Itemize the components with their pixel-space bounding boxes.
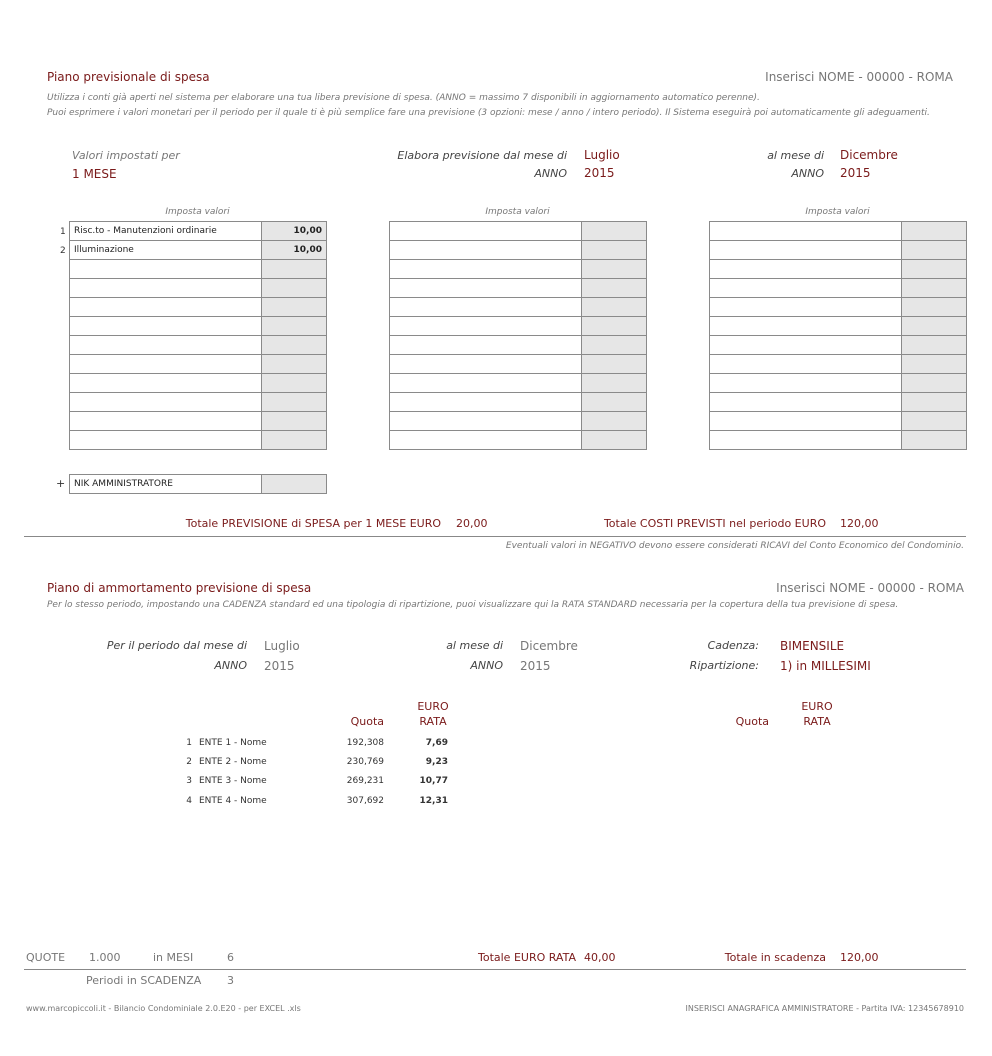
ripartizione-label: Ripartizione: xyxy=(689,659,759,672)
footer-left-note: www.marcopiccoli.it - Bilancio Condominiale 2.0.E20 - per EXCEL .xls xyxy=(26,1004,301,1013)
cost-name-cell[interactable] xyxy=(710,355,902,374)
table-row xyxy=(390,260,647,279)
cost-name-cell[interactable] xyxy=(710,412,902,431)
col-euro-header-right: EURO xyxy=(801,700,833,713)
totale-previsione-value: 20,00 xyxy=(456,517,488,530)
table-row xyxy=(390,298,647,317)
periodo-anno-label: ANNO xyxy=(214,659,247,672)
section1-desc-line1: Utilizza i conti già aperti nel sistema per elaborare una tua libera previsione di spesa. (ANNO = massimo 7 disponibili in aggiornamento automatico perenne). xyxy=(47,93,760,103)
row-number: 1 xyxy=(60,227,66,237)
cost-name-cell[interactable] xyxy=(710,393,902,412)
ripartizione-value[interactable]: 1) in MILLESIMI xyxy=(780,659,871,673)
periodo-label: Per il periodo dal mese di xyxy=(106,639,247,652)
to-anno-label: ANNO xyxy=(791,167,824,180)
cost-name-cell[interactable] xyxy=(390,260,582,279)
table-row xyxy=(70,222,327,241)
ente-quota: 230,769 xyxy=(346,757,384,767)
section1-header-right: Inserisci NOME - 00000 - ROMA xyxy=(765,70,953,84)
periodi-label: Periodi in SCADENZA xyxy=(86,974,202,987)
section2-title: Piano di ammortamento previsione di spesa xyxy=(47,581,312,595)
periodo-al-mese-label: al mese di xyxy=(446,639,503,652)
cost-value-cell[interactable] xyxy=(262,298,327,317)
ente-name: ENTE 2 - Nome xyxy=(199,757,267,767)
cost-value-cell[interactable] xyxy=(582,431,647,450)
cost-name-cell[interactable] xyxy=(70,374,262,393)
ente-quota: 192,308 xyxy=(346,738,384,748)
cost-value-cell[interactable] xyxy=(582,336,647,355)
valori-label: Valori impostati per xyxy=(72,149,180,162)
footer-right-note: INSERISCI ANAGRAFICA AMMINISTRATORE - Partita IVA: 12345678910 xyxy=(685,1004,964,1013)
table-row xyxy=(390,279,647,298)
cost-name-cell[interactable] xyxy=(70,412,262,431)
table-row xyxy=(710,298,967,317)
section2-desc: Per lo stesso periodo, impostando una CADENZA standard ed una tipologia di ripartizione, puoi visualizzare qui la RATA STANDARD necessaria per la copertura della tua previsione di spesa. xyxy=(47,600,899,610)
cost-name-cell[interactable] xyxy=(710,317,902,336)
cost-value-cell[interactable] xyxy=(582,374,647,393)
cost-name-cell[interactable] xyxy=(390,279,582,298)
periodo-from-year: 2015 xyxy=(264,659,295,673)
negativo-note: Eventuali valori in NEGATIVO devono essere considerati RICAVI del Conto Economico del Condominio. xyxy=(505,541,964,551)
ente-number: 1 xyxy=(186,738,192,748)
ente-name: ENTE 3 - Nome xyxy=(199,776,267,786)
cost-name-cell[interactable] xyxy=(70,298,262,317)
table-row xyxy=(710,412,967,431)
table-row xyxy=(70,431,327,450)
table-row xyxy=(710,336,967,355)
table-row xyxy=(390,355,647,374)
from-year[interactable]: 2015 xyxy=(584,166,615,180)
cost-value-cell[interactable] xyxy=(582,355,647,374)
cadenza-value[interactable]: BIMENSILE xyxy=(780,639,845,653)
table-row xyxy=(390,222,647,241)
cost-table-3 xyxy=(709,221,967,450)
to-month[interactable]: Dicembre xyxy=(840,148,898,162)
ente-quota: 307,692 xyxy=(346,796,384,806)
cost-name-cell[interactable] xyxy=(390,412,582,431)
table-row xyxy=(710,241,967,260)
cost-name-cell[interactable] xyxy=(710,336,902,355)
table-row xyxy=(70,279,327,298)
cost-name-cell[interactable] xyxy=(390,374,582,393)
cost-name-cell[interactable] xyxy=(390,355,582,374)
col-rata-header-right: RATA xyxy=(803,715,831,728)
cost-value-cell[interactable] xyxy=(902,374,967,393)
al-mese-label: al mese di xyxy=(767,149,824,162)
periodo-to-month: Dicembre xyxy=(520,639,578,653)
valori-value[interactable]: 1 MESE xyxy=(72,167,117,181)
cost-name-cell[interactable] xyxy=(70,279,262,298)
cost-name-cell[interactable]: Risc.to - Manutenzioni ordinarie xyxy=(70,222,262,241)
totale-rata-label: Totale EURO RATA xyxy=(477,951,576,964)
col-quota-header-right: Quota xyxy=(735,715,769,728)
section2-header-right: Inserisci NOME - 00000 - ROMA xyxy=(776,581,964,595)
cost-name-cell[interactable] xyxy=(70,260,262,279)
cost-name-cell[interactable] xyxy=(710,431,902,450)
cost-value-cell[interactable] xyxy=(902,393,967,412)
table-row xyxy=(710,317,967,336)
cost-value-cell[interactable] xyxy=(582,298,647,317)
table-row xyxy=(710,431,967,450)
cost-value-cell[interactable] xyxy=(262,412,327,431)
ente-rata: 10,77 xyxy=(419,776,448,786)
table-row xyxy=(70,393,327,412)
cost-name-cell[interactable] xyxy=(70,393,262,412)
elabora-label: Elabora previsione dal mese di xyxy=(397,149,567,162)
table-row xyxy=(70,241,327,260)
periodo-to-anno-label: ANNO xyxy=(470,659,503,672)
imposta-label-2: Imposta valori xyxy=(485,207,550,217)
cost-name-cell[interactable] xyxy=(710,241,902,260)
cost-value-cell[interactable] xyxy=(262,279,327,298)
table-row xyxy=(70,374,327,393)
section-divider xyxy=(24,536,966,537)
totale-previsione-label: Totale PREVISIONE di SPESA per 1 MESE EURO xyxy=(185,517,441,530)
cost-table-2 xyxy=(389,221,647,450)
cost-name-cell[interactable] xyxy=(70,317,262,336)
cost-name-cell[interactable] xyxy=(390,431,582,450)
table-row xyxy=(390,336,647,355)
col-euro-header: EURO xyxy=(417,700,449,713)
cost-value-cell[interactable] xyxy=(582,317,647,336)
cost-value-cell[interactable] xyxy=(262,355,327,374)
table-row xyxy=(710,393,967,412)
ente-number: 2 xyxy=(186,757,192,767)
ente-rata: 12,31 xyxy=(419,796,448,806)
cost-value-cell[interactable] xyxy=(902,241,967,260)
ente-rata: 7,69 xyxy=(425,738,448,748)
cost-value-cell[interactable] xyxy=(902,317,967,336)
cost-value-cell[interactable] xyxy=(582,412,647,431)
cost-name-cell[interactable] xyxy=(390,241,582,260)
ente-number: 4 xyxy=(186,796,192,806)
cost-value-cell[interactable] xyxy=(582,260,647,279)
cost-name-cell[interactable]: Illuminazione xyxy=(70,241,262,260)
section1-title: Piano previsionale di spesa xyxy=(47,70,210,84)
admin-table xyxy=(69,474,327,494)
table-row xyxy=(710,374,967,393)
table-row xyxy=(70,260,327,279)
cost-value-cell[interactable] xyxy=(902,355,967,374)
cost-value-cell[interactable] xyxy=(902,279,967,298)
totale-scadenza-label: Totale in scadenza xyxy=(724,951,826,964)
table-row xyxy=(390,393,647,412)
add-sign: + xyxy=(56,477,66,490)
totale-rata-value: 40,00 xyxy=(584,951,616,964)
table-row xyxy=(70,475,327,494)
mesi-value: 6 xyxy=(227,951,234,964)
ente-quota: 269,231 xyxy=(346,776,384,786)
table-row xyxy=(390,412,647,431)
cost-value-cell[interactable] xyxy=(262,317,327,336)
cost-value-cell[interactable] xyxy=(582,279,647,298)
footer-divider xyxy=(24,969,966,970)
admin-name-cell[interactable]: NIK AMMINISTRATORE xyxy=(70,475,262,494)
table-row xyxy=(710,222,967,241)
cost-name-cell[interactable] xyxy=(390,336,582,355)
table-row xyxy=(390,317,647,336)
periodi-value: 3 xyxy=(227,974,234,987)
cost-name-cell[interactable] xyxy=(70,336,262,355)
cost-value-cell[interactable] xyxy=(582,222,647,241)
to-year[interactable]: 2015 xyxy=(840,166,871,180)
ente-name: ENTE 1 - Nome xyxy=(199,738,267,748)
cost-name-cell[interactable] xyxy=(710,260,902,279)
imposta-label-1: Imposta valori xyxy=(165,207,230,217)
row-number: 2 xyxy=(60,246,66,256)
cost-value-cell[interactable] xyxy=(902,298,967,317)
table-row xyxy=(710,279,967,298)
cost-value-cell[interactable]: 10,00 xyxy=(262,241,327,260)
cost-value-cell[interactable] xyxy=(262,336,327,355)
table-row xyxy=(70,298,327,317)
cost-name-cell[interactable] xyxy=(710,222,902,241)
table-row xyxy=(390,241,647,260)
table-row xyxy=(710,355,967,374)
ente-rata: 9,23 xyxy=(425,757,448,767)
totale-scadenza-value: 120,00 xyxy=(840,951,879,964)
ente-number: 3 xyxy=(186,776,192,786)
cost-name-cell[interactable] xyxy=(390,298,582,317)
cost-value-cell[interactable] xyxy=(262,374,327,393)
admin-value-cell[interactable] xyxy=(262,475,327,494)
cost-name-cell[interactable] xyxy=(710,374,902,393)
table-row xyxy=(70,412,327,431)
cost-value-cell[interactable] xyxy=(262,431,327,450)
col-rata-header: RATA xyxy=(419,715,447,728)
cost-value-cell[interactable] xyxy=(902,260,967,279)
cost-value-cell[interactable] xyxy=(262,393,327,412)
table-row xyxy=(710,260,967,279)
periodo-from-month: Luglio xyxy=(264,639,300,653)
cost-value-cell[interactable] xyxy=(262,260,327,279)
cost-value-cell[interactable] xyxy=(902,222,967,241)
cost-table-1 xyxy=(69,221,327,450)
totale-costi-label: Totale COSTI PREVISTI nel periodo EURO xyxy=(603,517,826,530)
cost-value-cell[interactable] xyxy=(902,431,967,450)
quote-label: QUOTE xyxy=(26,951,66,964)
table-row xyxy=(70,317,327,336)
cost-name-cell[interactable] xyxy=(70,355,262,374)
section1-desc-line2: Puoi esprimere i valori monetari per il periodo per il quale ti è più semplice fare una previsione (3 opzioni: mese / anno / intero periodo). Il Sistema eseguirà poi automaticamente gli adeguamenti. xyxy=(47,108,930,118)
cost-value-cell[interactable] xyxy=(582,393,647,412)
from-month[interactable]: Luglio xyxy=(584,148,620,162)
cadenza-label: Cadenza: xyxy=(707,639,759,652)
quote-value: 1.000 xyxy=(89,951,121,964)
cost-value-cell[interactable] xyxy=(902,412,967,431)
table-row xyxy=(390,431,647,450)
cost-name-cell[interactable] xyxy=(710,298,902,317)
periodo-to-year: 2015 xyxy=(520,659,551,673)
ente-name: ENTE 4 - Nome xyxy=(199,796,267,806)
cost-value-cell[interactable] xyxy=(582,241,647,260)
cost-name-cell[interactable] xyxy=(390,222,582,241)
imposta-label-3: Imposta valori xyxy=(805,207,870,217)
cost-name-cell[interactable] xyxy=(710,279,902,298)
cost-value-cell[interactable]: 10,00 xyxy=(262,222,327,241)
anno-label: ANNO xyxy=(534,167,567,180)
totale-costi-value: 120,00 xyxy=(840,517,879,530)
cost-name-cell[interactable] xyxy=(70,431,262,450)
cost-value-cell[interactable] xyxy=(902,336,967,355)
mesi-label: in MESI xyxy=(153,951,194,964)
table-row xyxy=(70,355,327,374)
cost-name-cell[interactable] xyxy=(390,317,582,336)
col-quota-header: Quota xyxy=(350,715,384,728)
cost-name-cell[interactable] xyxy=(390,393,582,412)
table-row xyxy=(390,374,647,393)
table-row xyxy=(70,336,327,355)
